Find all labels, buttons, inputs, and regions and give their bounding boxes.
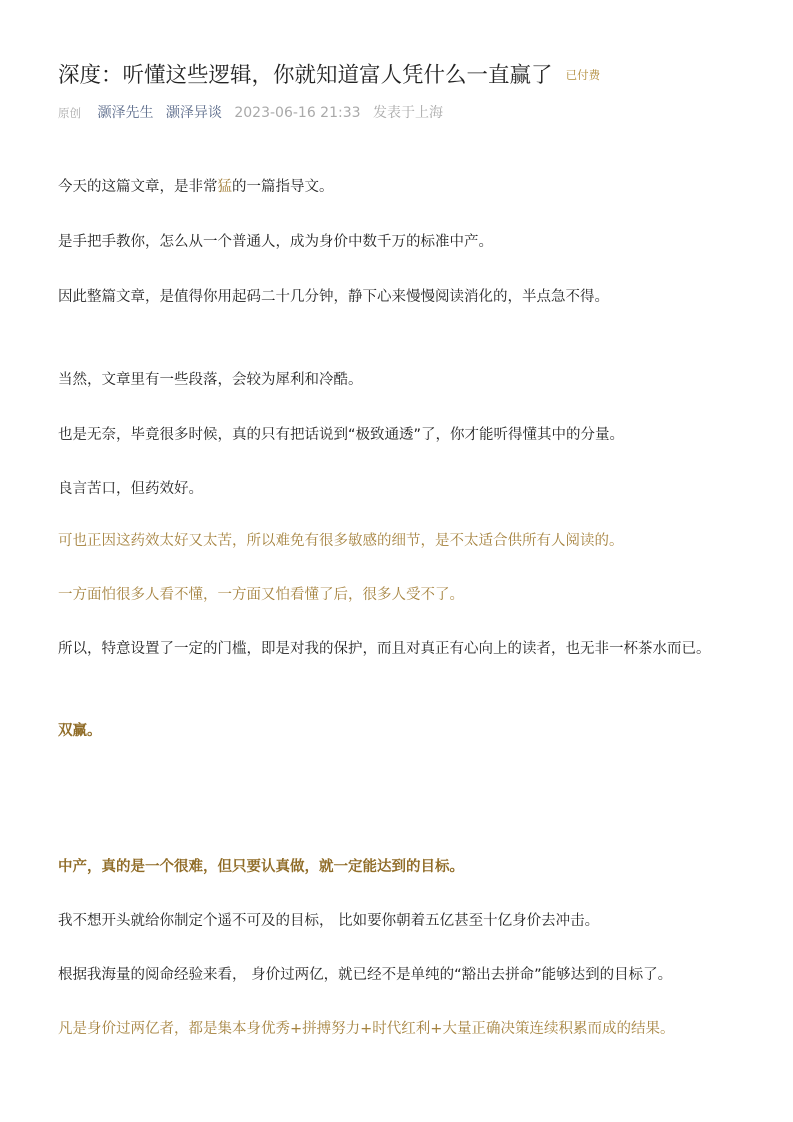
paragraph-3: 因此整篇文章，是值得你用起码二十几分钟，静下心来慢慢阅读消化的，半点急不得。 <box>58 289 609 305</box>
paragraph-1-emphasis: 猛 <box>217 179 232 195</box>
paragraph-11-highlight: 中产，真的是一个很难，但只要认真做，就一定能达到的目标。 <box>58 859 464 875</box>
paragraph-8-highlight: 一方面怕很多人看不懂，一方面又怕看懂了后，很多人受不了。 <box>58 587 464 603</box>
paragraph-2: 是手把手教你，怎么从一个普通人，成为身价中数千万的标准中产。 <box>58 234 493 250</box>
paragraph-12: 我不想开头就给你制定个遥不可及的目标， 比如要你朝着五亿甚至十亿身价去冲击。 <box>58 913 600 929</box>
publish-date: 2023-06-16 21:33 <box>234 105 361 121</box>
paragraph-14-highlight: 凡是身价过两亿者，都是集本身优秀+拼搏努力+时代红利+大量正确决策连续积累而成的结果。 <box>58 1021 675 1037</box>
title-row <box>58 58 600 89</box>
paragraph-13: 根据我海量的阅命经验来看， 身价过两亿，就已经不是单纯的“豁出去拼命”能够达到的目标了。 <box>58 967 673 983</box>
publish-location: 发表于上海 <box>372 105 443 121</box>
paid-badge: 已付费 <box>565 68 601 82</box>
account-name-link[interactable]: 灏泽异谈 <box>165 105 222 121</box>
paragraph-6: 良言苦口，但药效好。 <box>58 481 203 497</box>
author-link[interactable]: 灏泽先生 <box>97 105 154 121</box>
article-meta <box>58 103 443 123</box>
original-tag: 原创 <box>58 106 81 120</box>
paragraph-4: 当然，文章里有一些段落，会较为犀利和冷酷。 <box>58 372 363 388</box>
paragraph-10-highlight: 双赢。 <box>58 723 102 739</box>
paragraph-1-text-b: 的一篇指导文。 <box>232 179 334 195</box>
paragraph-1-text-a: 今天的这篇文章，是非常 <box>58 179 218 195</box>
paragraph-9: 所以，特意设置了一定的门槛，即是对我的保护，而且对真正有心向上的读者，也无非一杯茶水而已。 <box>58 641 711 657</box>
paragraph-5: 也是无奈，毕竟很多时候，真的只有把话说到“极致通透”了，你才能听得懂其中的分量。 <box>58 427 625 443</box>
paragraph-1 <box>58 173 748 201</box>
paragraph-7-highlight: 可也正因这药效太好又太苦，所以难免有很多敏感的细节，是不太适合供所有人阅读的。 <box>58 533 624 549</box>
article-title: 深度：听懂这些逻辑，你就知道富人凭什么一直赢了 <box>58 63 553 88</box>
